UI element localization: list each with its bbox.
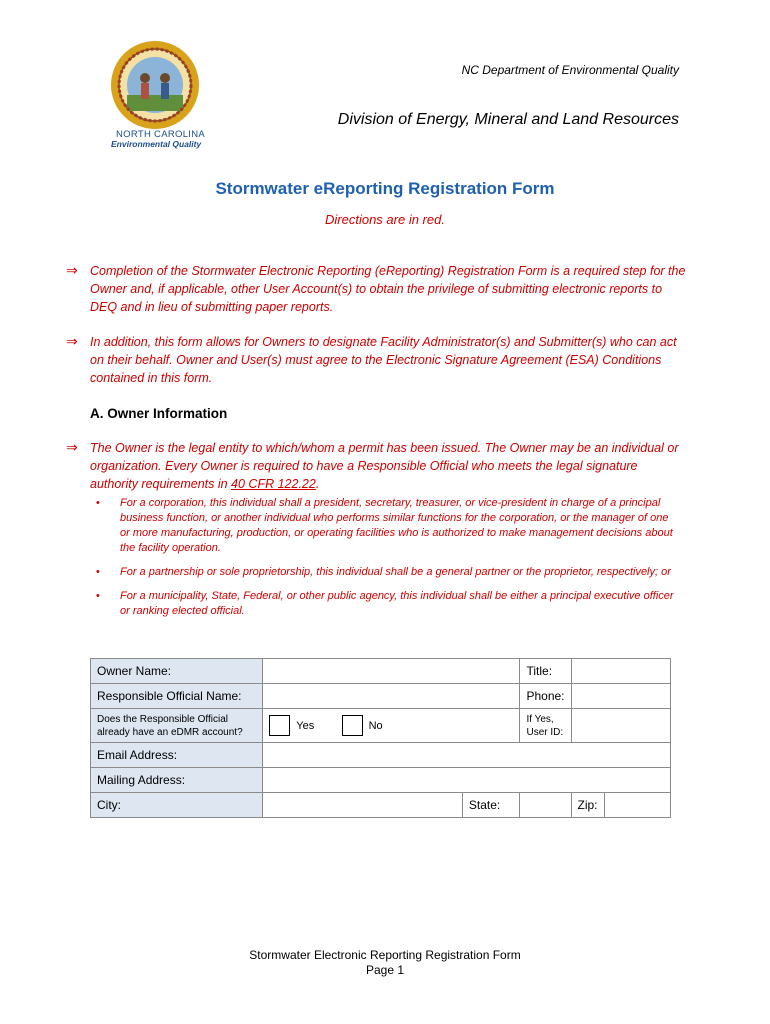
arrow-icon: ⇒ [66, 262, 78, 278]
arrow-icon: ⇒ [66, 439, 78, 455]
email-field[interactable] [263, 743, 671, 768]
bullet-icon: • [96, 566, 100, 578]
title-field[interactable] [571, 659, 670, 684]
email-label: Email Address: [91, 743, 263, 768]
list-item [96, 589, 678, 619]
user-id-field[interactable] [571, 709, 670, 743]
intro-paragraph-1: Completion of the Stormwater Electronic Reporting (eReporting) Registration Form is a required step for the Owner and, if applicable, other User Account(s) to obtain the privilege of submitting electronic reports to DEQ and in lieu of submitting paper reports. [90, 264, 686, 314]
signature-authority-list [96, 496, 678, 628]
arrow-icon: ⇒ [66, 333, 78, 349]
footer-form-name: Stormwater Electronic Reporting Registration Form [249, 948, 521, 962]
bullet-icon: • [96, 590, 100, 602]
logo-line-2: Environmental Quality [111, 139, 202, 149]
zip-label: Zip: [571, 793, 604, 818]
no-checkbox[interactable] [342, 715, 363, 736]
owner-definition-text: The Owner is the legal entity to which/whom a permit has been issued. The Owner may be an individual or organization. Every Owner is required to have a Responsible Official who meets the legal signature authority requirements in [90, 441, 679, 491]
yes-checkbox[interactable] [269, 715, 290, 736]
responsible-official-label: Responsible Official Name: [91, 684, 263, 709]
no-label: No [368, 719, 383, 732]
footer-page-number: Page 1 [365, 963, 405, 977]
division-name: Division of Energy, Mineral and Land Resources [337, 111, 679, 128]
mailing-address-label: Mailing Address: [91, 768, 263, 793]
state-label: State: [462, 793, 520, 818]
city-label: City: [91, 793, 263, 818]
owner-information-table [90, 658, 671, 818]
edmr-question-label: Does the Responsible Official already have an eDMR account? [91, 709, 263, 743]
table-row [91, 793, 671, 818]
yes-label: Yes [296, 719, 315, 732]
edmr-options [263, 709, 520, 743]
title-label: Title: [520, 659, 571, 684]
ncdeq-logo [108, 40, 208, 150]
department-name: NC Department of Environmental Quality [461, 63, 679, 77]
table-row [91, 709, 671, 743]
nc-state-seal-icon [110, 40, 200, 130]
list-item-text: For a partnership or sole proprietorship, this individual shall be a general partner or the proprietor, respectively; or [120, 566, 671, 578]
list-item-text: For a municipality, State, Federal, or other public agency, this individual shall be either a principal executive officer or ranking elected official. [120, 590, 674, 617]
cfr-link[interactable]: 40 CFR 122.22 [231, 477, 316, 491]
form-title: Stormwater eReporting Registration Form [215, 179, 555, 198]
owner-definition [90, 439, 680, 493]
owner-name-label: Owner Name: [91, 659, 263, 684]
directions-note: Directions are in red. [325, 212, 445, 227]
logo-line-1: NORTH CAROLINA [116, 129, 206, 140]
list-item [96, 565, 678, 580]
page-footer [0, 948, 770, 978]
owner-name-field[interactable] [263, 659, 520, 684]
responsible-official-field[interactable] [263, 684, 520, 709]
table-row [91, 743, 671, 768]
section-a-heading: A. Owner Information [90, 406, 228, 421]
state-field[interactable] [520, 793, 571, 818]
if-yes-user-id-label: If Yes, User ID: [520, 709, 571, 743]
mailing-address-field[interactable] [263, 768, 671, 793]
table-row [91, 659, 671, 684]
city-field[interactable] [263, 793, 463, 818]
intro-paragraph-2: In addition, this form allows for Owners to designate Facility Administrator(s) and Submitter(s) who can act on their behalf. Owner and User(s) must agree to the Electronic Signature Agreement (ESA) Conditions contained in this form. [90, 335, 677, 385]
bullet-icon: • [96, 497, 100, 509]
phone-field[interactable] [571, 684, 670, 709]
list-item [96, 496, 678, 556]
zip-field[interactable] [604, 793, 670, 818]
table-row [91, 768, 671, 793]
phone-label: Phone: [520, 684, 571, 709]
owner-definition-end: . [315, 477, 320, 491]
list-item-text: For a corporation, this individual shall a president, secretary, treasurer, or vice-president in charge of a principal business function, or another individual who performs similar functions for the corporation, or the manager of one or more manufacturing, production, or operating facilities who is authorized to make management decisions about the facility operation. [120, 497, 673, 554]
table-row [91, 684, 671, 709]
